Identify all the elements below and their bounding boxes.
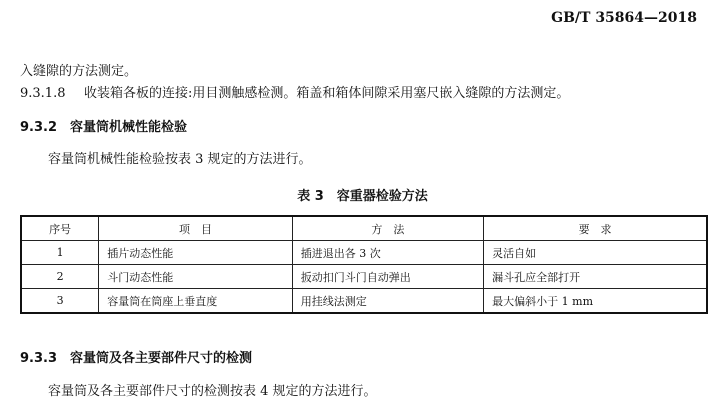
cell-requirement: 漏斗孔应全部打开	[484, 265, 707, 289]
cell-index: 3	[21, 289, 99, 314]
cell-requirement: 灵活自如	[484, 241, 707, 265]
header-index: 序号	[21, 216, 99, 241]
section-text: 收装箱各板的连接:用目测触感检测。箱盖和箱体间隙采用塞尺嵌入缝隙的方法测定。	[84, 86, 570, 101]
cell-requirement: 最大偏斜小于 1 mm	[484, 289, 707, 314]
cell-item: 容量筒在筒座上垂直度	[99, 289, 292, 314]
cell-method: 扳动扣门斗门自动弹出	[292, 265, 483, 289]
section-9-3-3-body: 容量筒及各主要部件尺寸的检测按表 4 规定的方法进行。	[48, 384, 377, 399]
table-row	[21, 241, 707, 265]
cell-index: 2	[21, 265, 99, 289]
section-9-3-2-body: 容量筒机械性能检验按表 3 规定的方法进行。	[48, 152, 312, 167]
section-number: 9.3.2	[20, 120, 58, 135]
section-9-3-1-8	[20, 82, 569, 101]
section-number: 9.3.1.8	[20, 86, 66, 101]
cell-method: 插进退出各 3 次	[292, 241, 483, 265]
header-item: 项 目	[99, 216, 292, 241]
continuation-text: 入缝隙的方法测定。	[20, 64, 138, 79]
section-9-3-3-heading	[20, 347, 252, 366]
table-caption: 表 3 容重器检验方法	[297, 189, 428, 204]
cell-method: 用挂线法测定	[292, 289, 483, 314]
table-row	[21, 265, 707, 289]
section-number: 9.3.3	[20, 351, 58, 366]
section-9-3-2-heading	[20, 116, 187, 135]
cell-item: 斗门动态性能	[99, 265, 292, 289]
standard-code: GB/T 35864—2018	[551, 10, 697, 26]
cell-index: 1	[21, 241, 99, 265]
cell-item: 插片动态性能	[99, 241, 292, 265]
table-row	[21, 289, 707, 314]
section-title: 容量筒及各主要部件尺寸的检测	[70, 351, 253, 366]
section-title: 容量筒机械性能检验	[70, 120, 188, 135]
table-header-row	[21, 216, 707, 241]
header-method: 方 法	[292, 216, 483, 241]
inspection-table	[20, 215, 708, 314]
header-requirement: 要 求	[484, 216, 707, 241]
